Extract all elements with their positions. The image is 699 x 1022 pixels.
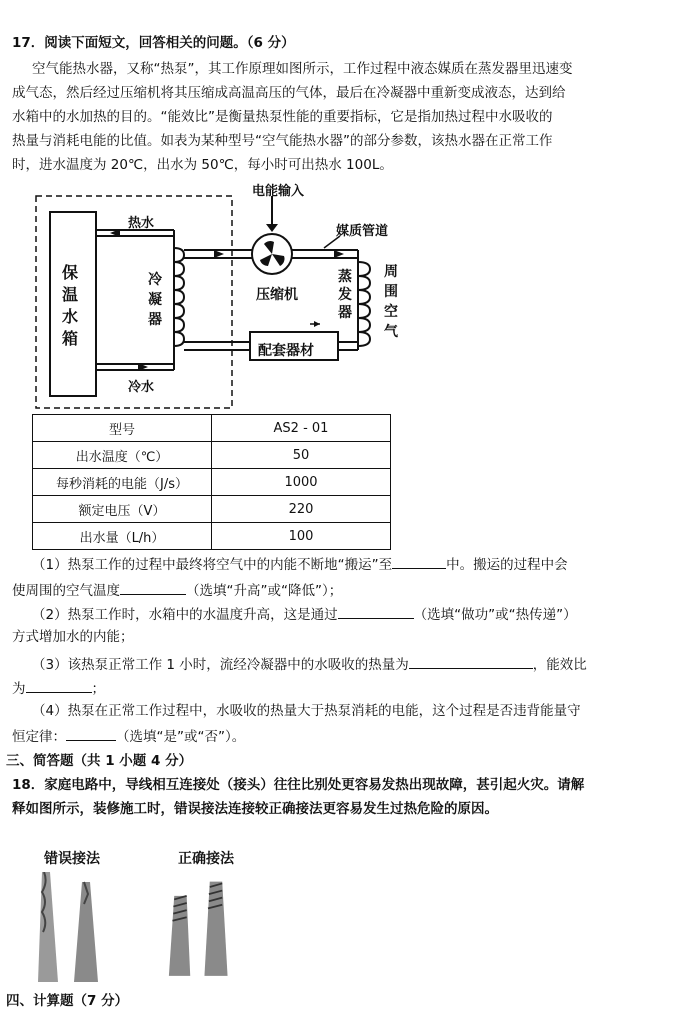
sub-question-4: （4）热泵在正常工作过程中，水吸收的热量大于热泵消耗的电能，这个过程是否违背能量守: [32, 703, 581, 719]
heat-pump-diagram: [28, 178, 428, 412]
spec-table: [32, 414, 391, 550]
right-connection-label: 正确接法: [178, 851, 234, 867]
wrong-connection-label: 错误接法: [44, 851, 100, 867]
q18-line-1: 18．家庭电路中，导线相互连接处（接头）往往比别处更容易发热出现故障，甚引起火灾。请解: [12, 777, 585, 793]
passage-line: 时，进水温度为 20℃，出水为 50℃，每小时可出热水 100L。: [12, 157, 393, 173]
evaporator-coil: [358, 262, 370, 346]
table-row: 额定电压（V） 220: [33, 496, 391, 523]
accessory-label: 配套器材: [258, 343, 314, 359]
answer-blank[interactable]: [409, 654, 533, 669]
hot-water-label: 热水: [128, 216, 155, 231]
answer-blank[interactable]: [392, 554, 446, 569]
compressor-label: 压缩机: [256, 287, 298, 303]
evaporator-label: 蒸 发 器: [338, 269, 352, 321]
answer-blank[interactable]: [120, 580, 186, 595]
q18-line-2: 释如图所示，装修施工时，错误接法连接较正确接法更容易发生过热危险的原因。: [12, 801, 498, 817]
answer-blank[interactable]: [338, 604, 414, 619]
sub-question-2-cont: 方式增加水的内能；: [12, 629, 134, 645]
passage-line: 水箱中的水加热的目的。“能效比”是衡量热泵性能的重要指标，它是指加热过程中水吸收的: [12, 109, 553, 125]
condenser-coil: [174, 248, 184, 346]
answer-blank[interactable]: [26, 678, 92, 693]
passage-line: 热量与消耗电能的比值。如表为某种型号“空气能热水器”的部分参数，该热水器在正常工作: [12, 133, 553, 149]
section-3-heading: 三、简答题（共 1 小题 4 分）: [6, 753, 193, 769]
cold-water-label: 冷水: [128, 380, 155, 395]
sub-question-4-cont: 恒定律： （选填“是”或“否”）。: [12, 726, 245, 746]
sub-question-1: （1）热泵工作的过程中最终将空气中的内能不断地“搬运”至 中。搬运的过程中会: [32, 554, 568, 574]
section-4-heading: 四、计算题（7 分）: [6, 993, 129, 1009]
sub-question-3-cont: 为 ；: [12, 678, 105, 698]
table-row: 出水量（L/h） 100: [33, 523, 391, 550]
right-connection-photo: [160, 872, 240, 982]
tank-label: 保 温 水 箱: [62, 263, 79, 348]
sub-question-3: （3）该热泵正常工作 1 小时，流经冷凝器中的水吸收的热量为 ，能效比: [32, 654, 587, 674]
passage-line: 成气态，然后经过压缩机将其压缩成高温高压的气体，最后在冷凝器中重新变成液态，达到给: [12, 85, 566, 101]
passage-line: 空气能热水器，又称“热泵”，其工作原理如图所示，工作过程中液态媒质在蒸发器里迅速变: [32, 61, 573, 77]
sub-question-1-cont: 使周围的空气温度 （选填“升高”或“降低”）；: [12, 580, 342, 600]
ambient-air-label: 周 围 空 气: [384, 264, 398, 340]
q17-title: 17．阅读下面短文，回答相关的问题。（6 分）: [12, 35, 295, 51]
sub-question-2: （2）热泵工作时，水箱中的水温度升高，这是通过 （选填“做功”或“热传递”）: [32, 604, 577, 624]
table-row: 每秒消耗的电能（J/s） 1000: [33, 469, 391, 496]
wrong-connection-photo: [28, 872, 108, 982]
answer-blank[interactable]: [66, 726, 116, 741]
condenser-label: 冷 凝 器: [148, 272, 162, 328]
power-input-label: 电能输入: [252, 184, 305, 199]
table-row: 型号 AS2 - 01: [33, 415, 391, 442]
pipe-label: 媒质管道: [336, 224, 389, 239]
table-row: 出水温度（℃） 50: [33, 442, 391, 469]
